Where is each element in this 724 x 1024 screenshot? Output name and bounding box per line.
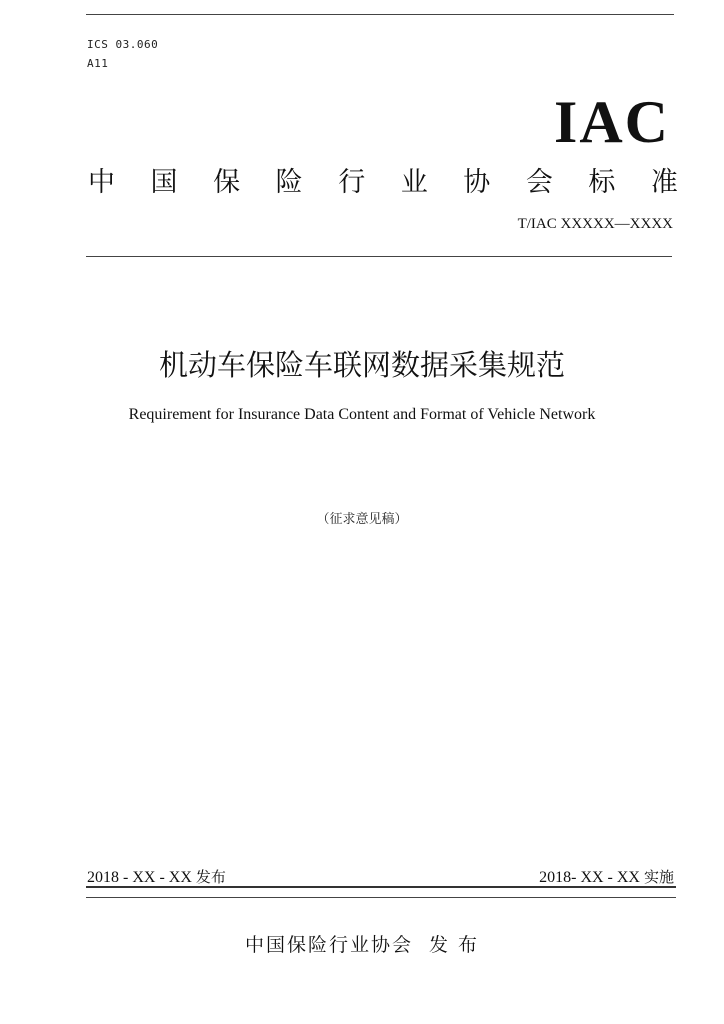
ics-code: ICS 03.060: [87, 38, 159, 51]
org-char: 保: [213, 167, 241, 198]
footer-rule: [86, 886, 676, 888]
draft-status: （征求意见稿）: [316, 512, 408, 527]
document-title-en: Requirement for Insurance Data Content and Format of Vehicle Network: [128, 406, 596, 423]
publish-date-label: 发布: [195, 868, 226, 886]
org-char: 行: [338, 167, 366, 198]
top-rule: [86, 14, 674, 15]
publisher-name: 中国保险行业协会: [244, 934, 413, 956]
publish-date: [87, 866, 226, 887]
header-rule: [86, 256, 672, 257]
implement-date-value: 2018- XX - XX: [539, 869, 640, 886]
footer-rule-thin: [86, 897, 676, 898]
org-char: 标: [588, 167, 616, 198]
ccs-code: A11: [87, 57, 109, 70]
implement-date-label: 实施: [643, 868, 674, 886]
org-char: 会: [525, 167, 553, 198]
org-char: 险: [275, 167, 303, 198]
document-title-cn: 机动车保险车联网数据采集规范: [158, 348, 565, 382]
iac-logo: IAC: [553, 89, 670, 155]
org-char: 国: [150, 167, 178, 198]
org-char: 中: [88, 167, 115, 198]
org-standard-heading: [88, 160, 678, 199]
org-char: 协: [463, 167, 491, 198]
publisher-action: 发 布: [428, 934, 480, 956]
standard-number: T/IAC XXXXX—XXXX: [517, 216, 673, 232]
implement-date: [539, 866, 674, 887]
publish-date-value: 2018 - XX - XX: [87, 869, 192, 886]
org-char: 准: [650, 167, 678, 198]
org-char: 业: [400, 167, 428, 198]
publisher-line: [0, 930, 724, 957]
